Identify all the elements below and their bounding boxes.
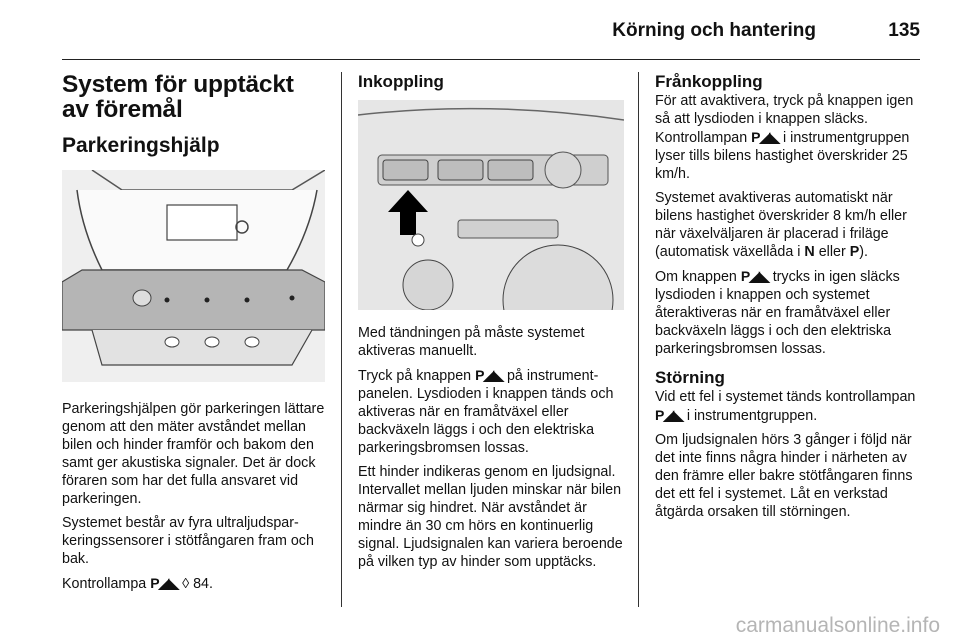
text: Kontrollampa (62, 576, 151, 592)
text: Tryck på knappen (358, 368, 476, 384)
paragraph: Med tändningen på måste systemet aktiveras manuellt. (358, 325, 585, 359)
paragraph (655, 267, 923, 358)
paragraph: Om ljudsignalen hörs 3 gånger i följd när det inte finns några hinder i närheten av den främre eller bakre stötfångaren finns det ett fel i systemet. Låt en verkstad åtgärda orsaken till störningen. (655, 432, 913, 520)
column-1 (62, 72, 325, 599)
text: eller (814, 244, 850, 260)
text: på instrumentpanelen. Lysdioden i knappen tänds och aktiveras när en framåtväxel eller backväxeln läggs i och den elektriska parkeringsbromsen lossas. (358, 368, 614, 456)
rear-bumper-drawing (62, 170, 325, 382)
parking-assist-icon: P◢◣ (475, 367, 503, 383)
parking-assist-icon: P◢◣ (751, 129, 780, 145)
text: Vid ett fel i systemet tänds kontrollampan (655, 389, 916, 405)
column-3 (655, 72, 923, 527)
gear-p: P (849, 244, 860, 260)
text: Systemet avaktiveras automatiskt när bilens hastighet överskrider 8 km/h eller när växelväljaren är placerad i friläge (automatisk växellåda i (655, 190, 907, 260)
parking-assist-icon: P◢◣ (150, 575, 179, 591)
text: i instrumentgruppen lyser tills bilens hastighet överskrider 25 km/h. (655, 130, 910, 182)
column-2 (358, 72, 624, 577)
chapter-title: Körning och hantering (612, 20, 816, 41)
paragraph: Ett hinder indikeras genom en ljudsignal. Intervallet mellan ljuden minskar när bilen närmar sig hindret. När avståndet är mindre än 30 cm hörs en kontinuerlig signal. Ljudsignalen kan variera beroende på vilken typ av hinder som upptäcks. (358, 464, 623, 570)
gear-n: N (804, 244, 815, 260)
text: trycks in igen släcks lysdioden i knappen och systemet återaktiveras när en framåtväxel eller backväxeln läggs i och den elektriska parkeringsbromsen lossas. (655, 269, 900, 357)
watermark: carmanualsonline.info (735, 614, 940, 637)
paragraph (655, 92, 923, 183)
paragraph (655, 388, 923, 425)
rear-bumper-illustration (62, 170, 325, 382)
paragraph: Parkeringshjälpen gör parkeringen lättare genom att den mäter avståndet mellan bilen och hinder framför och bakom den samt ger akustiska signaler. Det är dock föraren som har det fulla ansvaret vid parkeringen. (62, 401, 325, 507)
paragraph (62, 574, 325, 593)
parking-assist-icon: P◢◣ (740, 268, 769, 284)
header-rule (62, 59, 920, 60)
column-divider-1 (341, 72, 342, 607)
paragraph (655, 189, 923, 261)
heading-storning: Störning (655, 368, 725, 387)
page-header (40, 14, 920, 50)
paragraph: Systemet består av fyra ultraljudsparkeringssensorer i stötfångaren fram och bak. (62, 515, 314, 567)
page-number: 135 (888, 20, 920, 41)
text: i instrumentgruppen. (682, 408, 818, 424)
column-divider-2 (638, 72, 639, 607)
page-reference: ◊ 84. (178, 576, 213, 592)
section-title: System för upptäckt av föremål (62, 71, 294, 123)
heading-inkoppling: Inkoppling (358, 72, 444, 91)
dashboard-button-illustration (358, 100, 624, 310)
text: För att avaktivera, tryck på knappen igen så att lysdioden i knappen släcks. Kontrollampan (655, 93, 914, 146)
paragraph (358, 366, 624, 457)
text: Om knappen (655, 269, 741, 285)
dashboard-drawing (358, 100, 624, 310)
text: ). (859, 244, 868, 260)
section-subtitle: Parkeringshjälp (62, 134, 220, 157)
parking-assist-icon: P◢◣ (655, 407, 683, 423)
heading-frankoppling: Frånkoppling (655, 72, 763, 91)
